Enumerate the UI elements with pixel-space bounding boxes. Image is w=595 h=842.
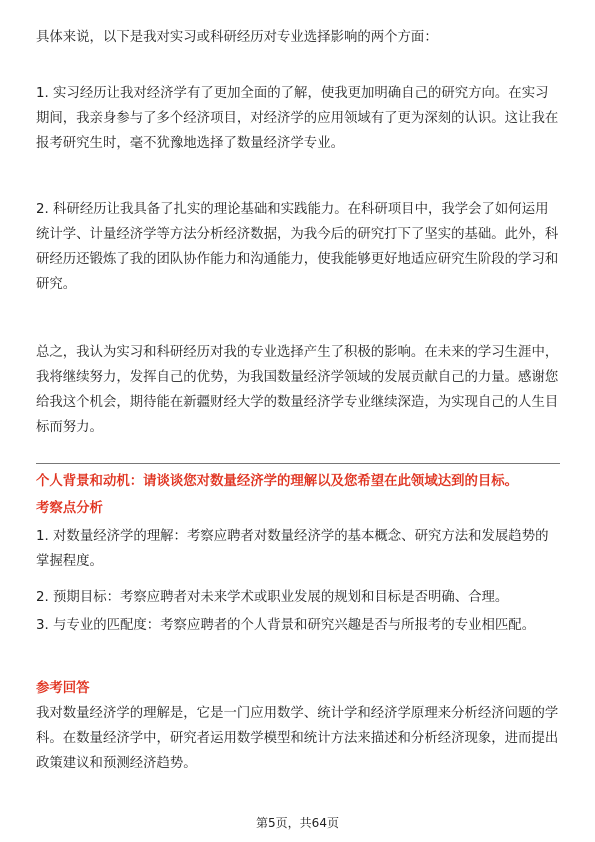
answer-heading: 参考回答 [36, 681, 90, 696]
conclusion-paragraph: 总之，我认为实习和科研经历对我的专业选择产生了积极的影响。在未来的学习生涯中，我将继续努力，发挥自己的优势，为我国数量经济学领域的发展贡献自己的力量。感谢您给我这个机会，期待能在新疆财经大学的数量经济学专业继续深造，为实现自己的人生目标而努力。 [36, 345, 559, 435]
research-paragraph: 2. 科研经历让我具备了扎实的理论基础和实践能力。在科研项目中，我学会了如何运用统计学、计量经济学等方法分析经济数据，为我今后的研究打下了坚实的基础。此外，科研经历还锻炼了我的团队协作能力和沟通能力，使我能够更好地适应研究生阶段的学习和研究。 [36, 202, 559, 292]
analysis-item: 1. 对数量经济学的理解：考察应聘者对数量经济学的基本概念、研究方法和发展趋势的掌握程度。 [36, 529, 549, 569]
intro-paragraph: 具体来说，以下是我对实习或科研经历对专业选择影响的两个方面： [36, 30, 438, 45]
internship-paragraph: 1. 实习经历让我对经济学有了更加全面的了解，使我更加明确自己的研究方向。在实习期间，我亲身参与了多个经济项目，对经济学的应用领域有了更为深刻的认识。这让我在报考研究生时，毫不犹豫地选择了数量经济学专业。 [36, 86, 559, 151]
analysis-item: 3. 与专业的匹配度：考察应聘者的个人背景和研究兴趣是否与所报考的专业相匹配。 [36, 618, 536, 633]
analysis-heading: 考察点分析 [36, 501, 103, 516]
answer-paragraph: 我对数量经济学的理解是，它是一门应用数学、统计学和经济学原理来分析经济问题的学科。在数量经济学中，研究者运用数学模型和统计方法来描述和分析经济现象，进而提出政策建议和预测经济趋势。 [36, 706, 559, 771]
analysis-item: 2. 预期目标：考察应聘者对未来学术或职业发展的规划和目标是否明确、合理。 [36, 590, 509, 605]
interview-question: 个人背景和动机：请谈谈您对数量经济学的理解以及您希望在此领域达到的目标。 [36, 474, 519, 489]
page-number: 第5页，共64页 [256, 816, 339, 830]
section-divider [36, 463, 560, 464]
